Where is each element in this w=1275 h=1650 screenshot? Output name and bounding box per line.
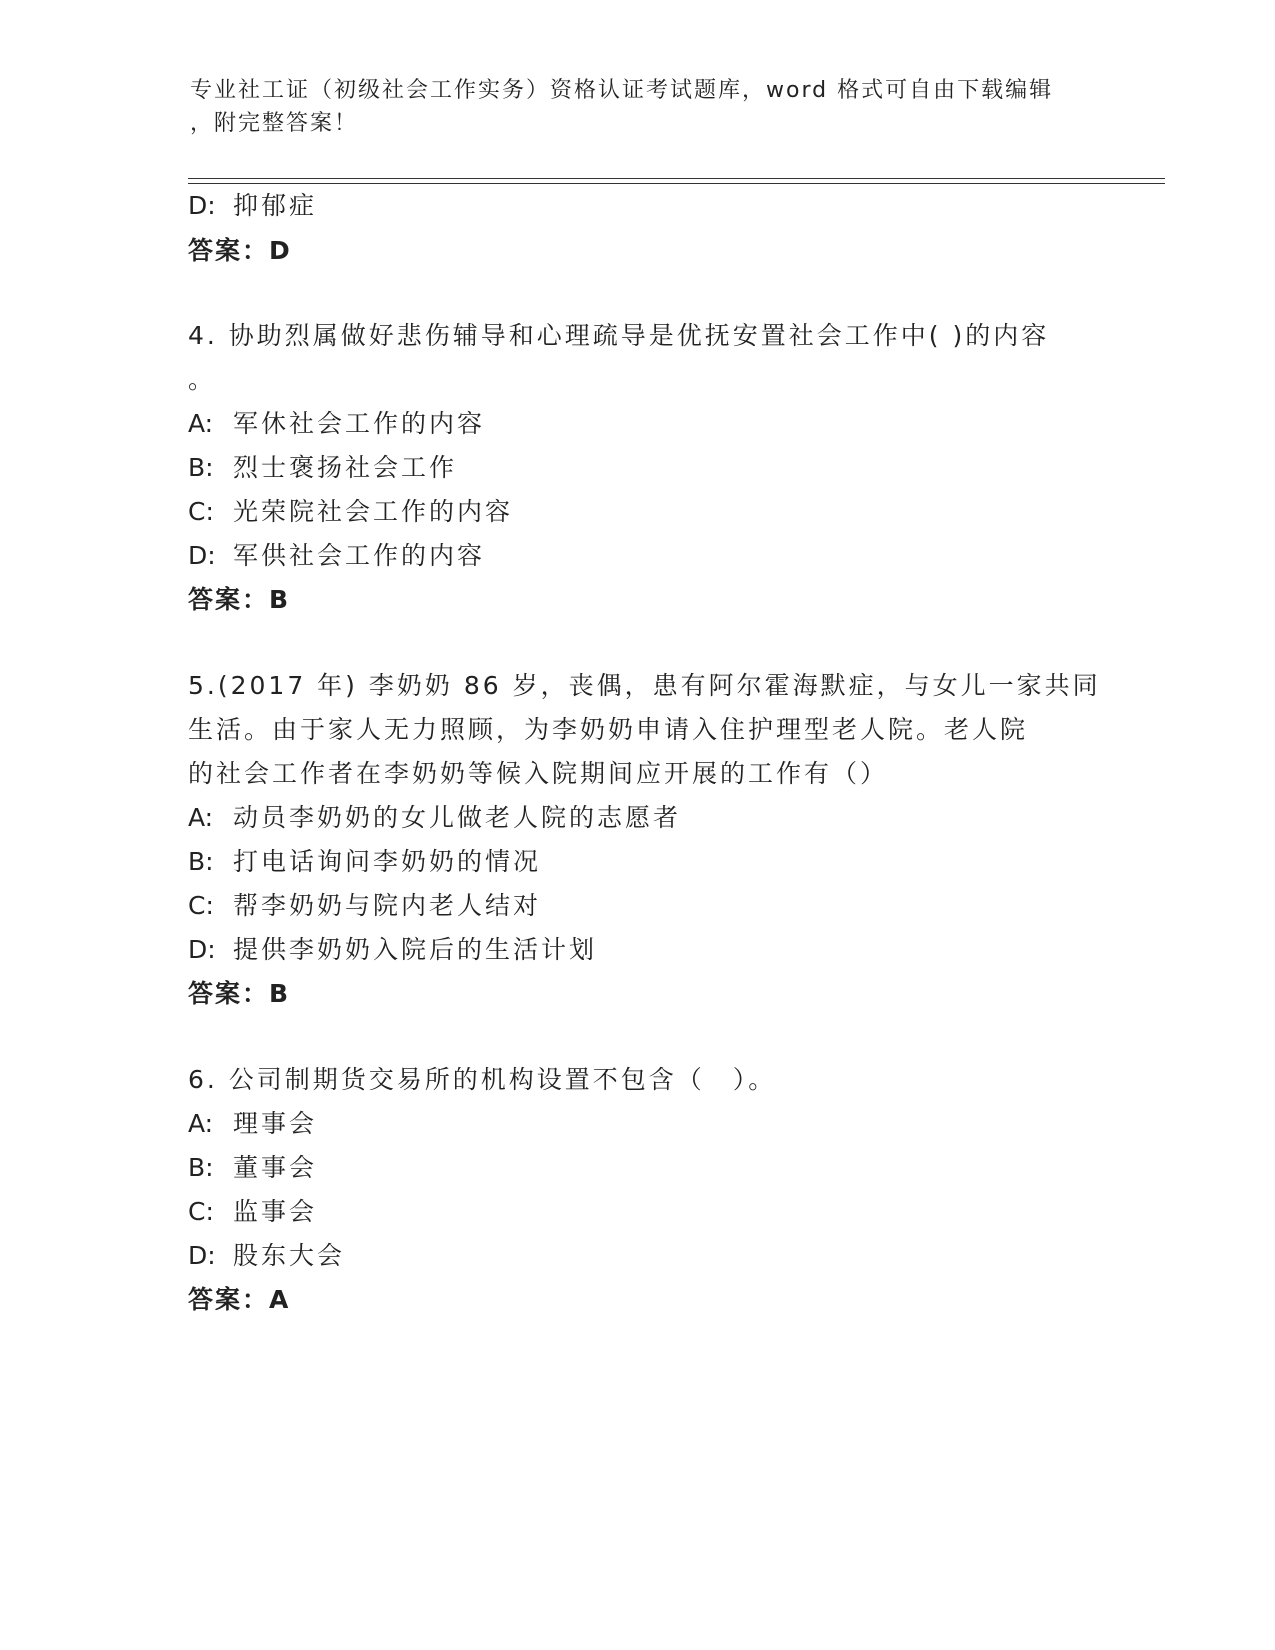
q5-stem-line-2: 生活。由于家人无力照顾，为李奶奶申请入住护理型老人院。老人院 [188,715,1029,744]
option-text: 烈士褒扬社会工作 [233,453,458,482]
q4-stem-line-1: 4. 协助烈属做好悲伤辅导和心理疏导是优抚安置社会工作中( )的内容 [188,321,1050,350]
q5-stem-line-3: 的社会工作者在李奶奶等候入院期间应开展的工作有（） [188,759,889,788]
option-text: 提供李奶奶入院后的生活计划 [233,935,598,964]
q4-option-b [188,448,457,484]
option-text: 动员李奶奶的女儿做老人院的志愿者 [233,803,682,832]
q4-option-a [188,404,485,440]
q5-answer: 答案：B [188,979,291,1008]
option-text: 军休社会工作的内容 [233,409,486,438]
option-text: 股东大会 [233,1241,346,1270]
option-label: C: [188,497,214,526]
option-label: D: [188,541,216,570]
q5-stem-line-1: 5.(2017 年) 李奶奶 86 岁，丧偶，患有阿尔霍海默症，与女儿一家共同 [188,671,1101,700]
q6-option-a [188,1104,317,1140]
option-label: D: [188,191,216,220]
q6-option-c [188,1192,317,1228]
q6-stem-line-1: 6. 公司制期货交易所的机构设置不包含（ ）。 [188,1065,777,1094]
option-label: A: [188,409,214,438]
q5-option-b [188,842,541,878]
option-label: B: [188,1153,214,1182]
q6-option-d [188,1236,345,1272]
document-header [190,74,1080,140]
option-label: D: [188,935,216,964]
prev-answer: 答案：D [188,236,292,265]
option-label: B: [188,453,214,482]
q4-option-d [188,536,485,572]
option-text: 打电话询问李奶奶的情况 [233,847,542,876]
q6-answer: 答案：A [188,1285,291,1314]
option-text: 监事会 [233,1197,318,1226]
header-divider-top [188,178,1165,179]
option-label: B: [188,847,214,876]
q5-option-a [188,798,681,834]
prev-option-d [188,186,317,222]
option-text: 军供社会工作的内容 [233,541,486,570]
option-text: 理事会 [233,1109,318,1138]
option-label: C: [188,891,214,920]
q5-option-d [188,930,597,966]
option-label: C: [188,1197,214,1226]
option-label: D: [188,1241,216,1270]
option-text: 董事会 [233,1153,318,1182]
option-label: A: [188,803,214,832]
option-text: 帮李奶奶与院内老人结对 [233,891,542,920]
q4-stem-line-2: 。 [188,365,217,394]
option-text: 抑郁症 [233,191,318,220]
option-text: 光荣院社会工作的内容 [233,497,514,526]
q4-option-c [188,492,513,528]
header-line-1: 专业社工证（初级社会工作实务）资格认证考试题库，word 格式可自由下载编辑 [190,78,1054,103]
q6-option-b [188,1148,317,1184]
q5-option-c [188,886,541,922]
header-divider-bottom [188,183,1165,184]
q4-answer: 答案：B [188,585,291,614]
header-line-2: ，附完整答案！ [190,111,359,136]
option-label: A: [188,1109,214,1138]
